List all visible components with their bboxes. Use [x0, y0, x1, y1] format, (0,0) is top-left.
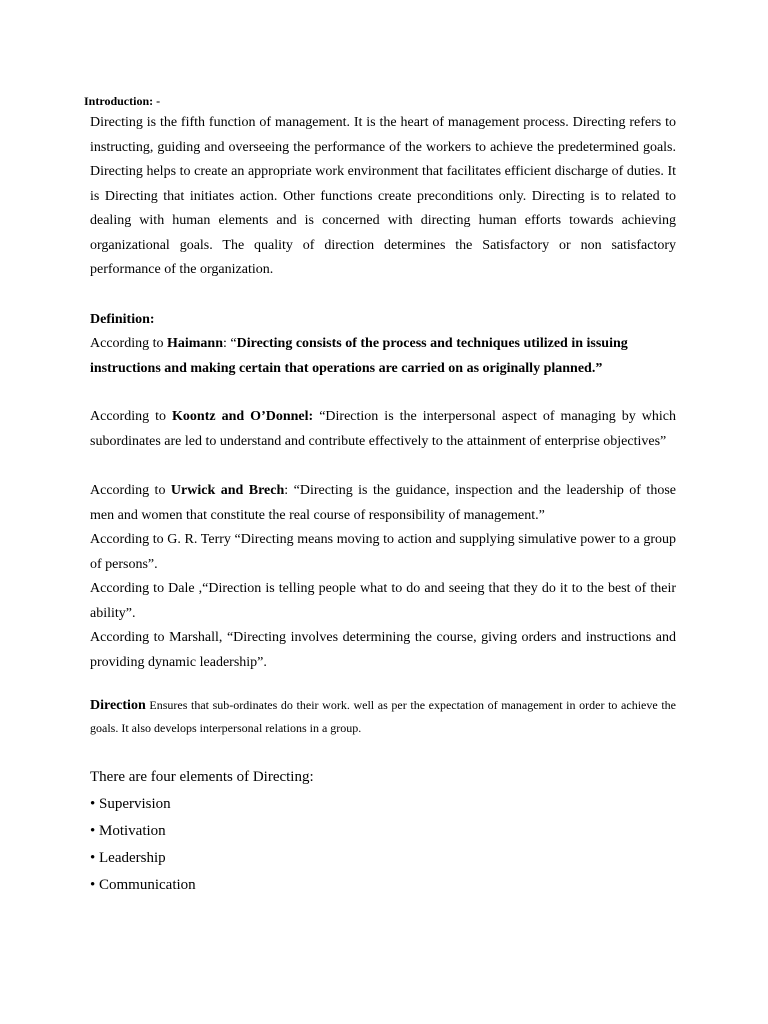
direction-paragraph [90, 694, 676, 740]
introduction-paragraph: Directing is the fifth function of management. It is the heart of management process. Directing refers to instructing, guiding and overseeing the performance of the workers to achieve the predetermined goals. Directing helps to create an appropriate work environment that facilitates efficient discharge of duties. It is Directing that initiates action. Other functions create preconditions only. Directing is to related to dealing with human elements and is concerned with directing human efforts towards achieving organizational goals. The quality of direction determines the Satisfactory or non satisfactory performance of the organization. [90, 115, 676, 277]
direction-text: Ensures that sub-ordinates do their work. well as per the expectation of management in order to achieve the goals. It also develops interpersonal relations in a group. [90, 698, 676, 735]
haimann-separator: : “ [223, 336, 237, 351]
dale-definition: According to Dale ,“Direction is telling people what to do and seeing that they do it to the best of their ability”. [90, 581, 676, 621]
haimann-name: Haimann [166, 336, 223, 351]
koontz-prefix: According to [90, 409, 173, 424]
introduction-heading: Introduction: - [84, 94, 161, 108]
urwick-definition [90, 479, 676, 528]
list-item: • Communication [90, 877, 196, 893]
list-item: • Leadership [90, 850, 166, 866]
definition-heading: Definition: [90, 312, 155, 327]
direction-word: Direction [90, 698, 146, 713]
elements-heading: There are four elements of Directing: [90, 769, 314, 785]
terry-definition: According to G. R. Terry “Directing means moving to action and supplying simulative power to a group of persons”. [90, 532, 676, 572]
elements-list [90, 764, 676, 899]
list-item: • Supervision [90, 796, 171, 812]
urwick-quote: : “Directing is the guidance, inspection and the leadership of those men and women that constitute the real course of responsibility of management.” [90, 483, 676, 523]
urwick-name: Urwick and Brech [170, 483, 285, 498]
haimann-quote: Directing consists of the process and techniques utilized in issuing instructions and making certain that operations are carried on as originally planned.” [90, 336, 628, 376]
koontz-definition [90, 405, 676, 454]
other-definitions [90, 479, 676, 675]
marshall-definition: According to Marshall, “Directing involves determining the course, giving orders and instructions and providing dynamic leadership”. [90, 630, 676, 670]
koontz-quote: “Direction is the interpersonal aspect of managing by which subordinates are led to understand and contribute effectively to the attainment of enterprise objectives” [90, 409, 677, 449]
list-item: • Motivation [90, 823, 166, 839]
haimann-prefix: According to [90, 336, 167, 351]
haimann-definition [90, 332, 676, 381]
urwick-prefix: According to [90, 483, 171, 498]
koontz-name: Koontz and O’Donnel: [172, 409, 314, 424]
